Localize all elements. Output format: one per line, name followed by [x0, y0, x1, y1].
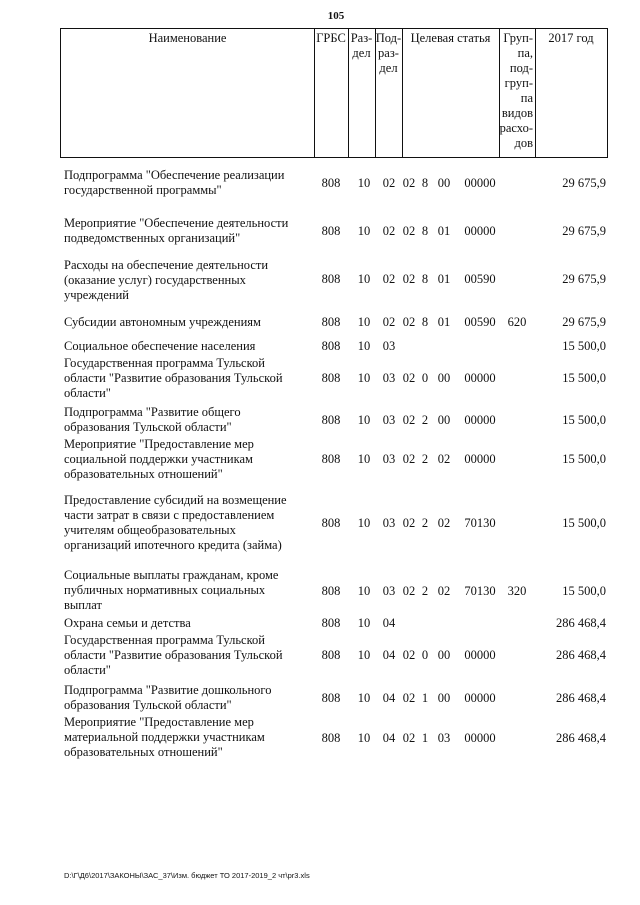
- cell-cs1: 02: [402, 413, 416, 427]
- cell-cs3: 00: [437, 176, 451, 190]
- cell-grbs: 808: [321, 648, 341, 662]
- cell-cs2: 2: [421, 516, 429, 530]
- cell-razdel: 10: [357, 315, 371, 329]
- row-name: Субсидии автономным учреждениям: [64, 315, 261, 329]
- cell-amount: 15 500,0: [562, 371, 606, 385]
- cell-cs4: 70130: [464, 584, 496, 598]
- cell-cs2: 8: [421, 176, 429, 190]
- row-name: Мероприятие "Обеспечение деятельности подведомственных организаций": [64, 216, 289, 245]
- header-target: Целевая статья: [410, 31, 491, 45]
- cell-cs3: 01: [437, 272, 451, 286]
- row-name: Расходы на обеспечение деятельности (оказание услуг) государственных учреждений: [64, 258, 269, 302]
- cell-podrazdel: 03: [382, 413, 396, 427]
- row-name: Социальное обеспечение населения: [64, 339, 256, 353]
- cell-cs1: 02: [402, 176, 416, 190]
- cell-amount: 29 675,9: [562, 272, 606, 286]
- cell-cs1: 02: [402, 371, 416, 385]
- cell-cs2: 2: [421, 584, 429, 598]
- cell-razdel: 10: [357, 452, 371, 466]
- cell-cs3: 02: [437, 516, 451, 530]
- cell-cs4: 00000: [464, 176, 496, 190]
- cell-cs1: 02: [402, 648, 416, 662]
- cell-cs4: 00000: [464, 648, 496, 662]
- cell-podrazdel: 04: [382, 648, 396, 662]
- cell-amount: 29 675,9: [562, 315, 606, 329]
- cell-podrazdel: 02: [382, 224, 396, 238]
- cell-podrazdel: 02: [382, 315, 396, 329]
- cell-cs1: 02: [402, 516, 416, 530]
- cell-razdel: 10: [357, 731, 371, 745]
- cell-amount: 15 500,0: [562, 413, 606, 427]
- cell-vr: 320: [507, 584, 527, 598]
- cell-razdel: 10: [357, 224, 371, 238]
- row-name: Государственная программа Тульской области "Развитие образования Тульской области": [64, 356, 283, 400]
- cell-cs3: 00: [437, 371, 451, 385]
- cell-grbs: 808: [321, 315, 341, 329]
- cell-podrazdel: 04: [382, 691, 396, 705]
- cell-amount: 286 468,4: [556, 691, 606, 705]
- cell-amount: 15 500,0: [562, 452, 606, 466]
- cell-podrazdel: 03: [382, 339, 396, 353]
- cell-cs3: 01: [437, 315, 451, 329]
- cell-podrazdel: 03: [382, 516, 396, 530]
- cell-grbs: 808: [321, 452, 341, 466]
- cell-cs4: 00590: [464, 315, 496, 329]
- cell-grbs: 808: [321, 224, 341, 238]
- header-razdel: Раз- дел: [350, 31, 373, 60]
- cell-amount: 29 675,9: [562, 224, 606, 238]
- cell-cs2: 1: [421, 731, 429, 745]
- cell-podrazdel: 04: [382, 731, 396, 745]
- cell-amount: 29 675,9: [562, 176, 606, 190]
- cell-grbs: 808: [321, 371, 341, 385]
- cell-cs1: 02: [402, 272, 416, 286]
- header-name: Наименование: [148, 31, 227, 45]
- cell-cs3: 02: [437, 452, 451, 466]
- cell-cs4: 00000: [464, 452, 496, 466]
- cell-cs1: 02: [402, 224, 416, 238]
- row-name: Подпрограмма "Развитие общего образования Тульской области": [64, 405, 241, 434]
- cell-podrazdel: 04: [382, 616, 396, 630]
- cell-cs3: 00: [437, 413, 451, 427]
- row-name: Государственная программа Тульской области "Развитие образования Тульской области": [64, 633, 283, 677]
- cell-cs2: 2: [421, 452, 429, 466]
- cell-grbs: 808: [321, 176, 341, 190]
- cell-cs2: 8: [421, 224, 429, 238]
- cell-razdel: 10: [357, 272, 371, 286]
- cell-amount: 15 500,0: [562, 584, 606, 598]
- cell-cs3: 03: [437, 731, 451, 745]
- cell-vr: 620: [507, 315, 527, 329]
- cell-amount: 286 468,4: [556, 616, 606, 630]
- cell-cs4: 00000: [464, 413, 496, 427]
- cell-razdel: 10: [357, 516, 371, 530]
- cell-cs3: 00: [437, 691, 451, 705]
- row-name: Охрана семьи и детства: [64, 616, 191, 630]
- header-grbs: ГРБС: [316, 31, 346, 45]
- cell-razdel: 10: [357, 691, 371, 705]
- cell-cs1: 02: [402, 315, 416, 329]
- cell-razdel: 10: [357, 371, 371, 385]
- page-number: 105: [327, 10, 345, 22]
- cell-razdel: 10: [357, 648, 371, 662]
- cell-cs3: 02: [437, 584, 451, 598]
- cell-cs3: 00: [437, 648, 451, 662]
- file-path-footer: D:\Г\Д6\2017\ЗАКОНЫ\ЗАС_37\Изм. бюджет ТО 2017-2019_2 чт\pr3.xls: [64, 871, 310, 880]
- cell-cs1: 02: [402, 584, 416, 598]
- cell-amount: 286 468,4: [556, 731, 606, 745]
- header-group: Груп- па, под- груп- па видов расхо- дов: [499, 31, 533, 150]
- cell-cs4: 00000: [464, 224, 496, 238]
- row-name: Подпрограмма "Развитие дошкольного образования Тульской области": [64, 683, 272, 712]
- cell-grbs: 808: [321, 731, 341, 745]
- header-year: 2017 год: [548, 31, 594, 45]
- cell-podrazdel: 03: [382, 452, 396, 466]
- cell-grbs: 808: [321, 339, 341, 353]
- cell-amount: 15 500,0: [562, 339, 606, 353]
- cell-podrazdel: 02: [382, 176, 396, 190]
- cell-razdel: 10: [357, 584, 371, 598]
- cell-cs4: 00000: [464, 691, 496, 705]
- cell-razdel: 10: [357, 339, 371, 353]
- cell-grbs: 808: [321, 584, 341, 598]
- cell-podrazdel: 02: [382, 272, 396, 286]
- cell-cs1: 02: [402, 452, 416, 466]
- cell-cs4: 00000: [464, 371, 496, 385]
- cell-cs2: 8: [421, 315, 429, 329]
- row-name: Мероприятие "Предоставление мер социальной поддержки участникам образовательных отношений": [64, 437, 254, 481]
- cell-grbs: 808: [321, 616, 341, 630]
- cell-amount: 15 500,0: [562, 516, 606, 530]
- cell-podrazdel: 03: [382, 584, 396, 598]
- header-podrazdel: Под- раз- дел: [375, 31, 402, 75]
- row-name: Предоставление субсидий на возмещение части затрат в связи с предоставлением учителям общеобразовательных организаций ипотечного кредита (займа): [64, 493, 287, 552]
- cell-podrazdel: 03: [382, 371, 396, 385]
- cell-grbs: 808: [321, 516, 341, 530]
- cell-cs2: 8: [421, 272, 429, 286]
- cell-cs4: 00590: [464, 272, 496, 286]
- cell-cs2: 1: [421, 691, 429, 705]
- cell-grbs: 808: [321, 691, 341, 705]
- cell-razdel: 10: [357, 616, 371, 630]
- cell-grbs: 808: [321, 272, 341, 286]
- cell-cs4: 00000: [464, 731, 496, 745]
- cell-razdel: 10: [357, 176, 371, 190]
- cell-cs2: 2: [421, 413, 429, 427]
- cell-cs4: 70130: [464, 516, 496, 530]
- cell-cs3: 01: [437, 224, 451, 238]
- cell-cs2: 0: [421, 648, 429, 662]
- cell-razdel: 10: [357, 413, 371, 427]
- cell-cs1: 02: [402, 691, 416, 705]
- row-name: Подпрограмма "Обеспечение реализации государственной программы": [64, 168, 285, 197]
- row-name: Социальные выплаты гражданам, кроме публичных нормативных социальных выплат: [64, 568, 279, 612]
- cell-cs2: 0: [421, 371, 429, 385]
- row-name: Мероприятие "Предоставление мер материальной поддержки участникам образовательных отношений": [64, 715, 265, 759]
- cell-cs1: 02: [402, 731, 416, 745]
- cell-amount: 286 468,4: [556, 648, 606, 662]
- cell-grbs: 808: [321, 413, 341, 427]
